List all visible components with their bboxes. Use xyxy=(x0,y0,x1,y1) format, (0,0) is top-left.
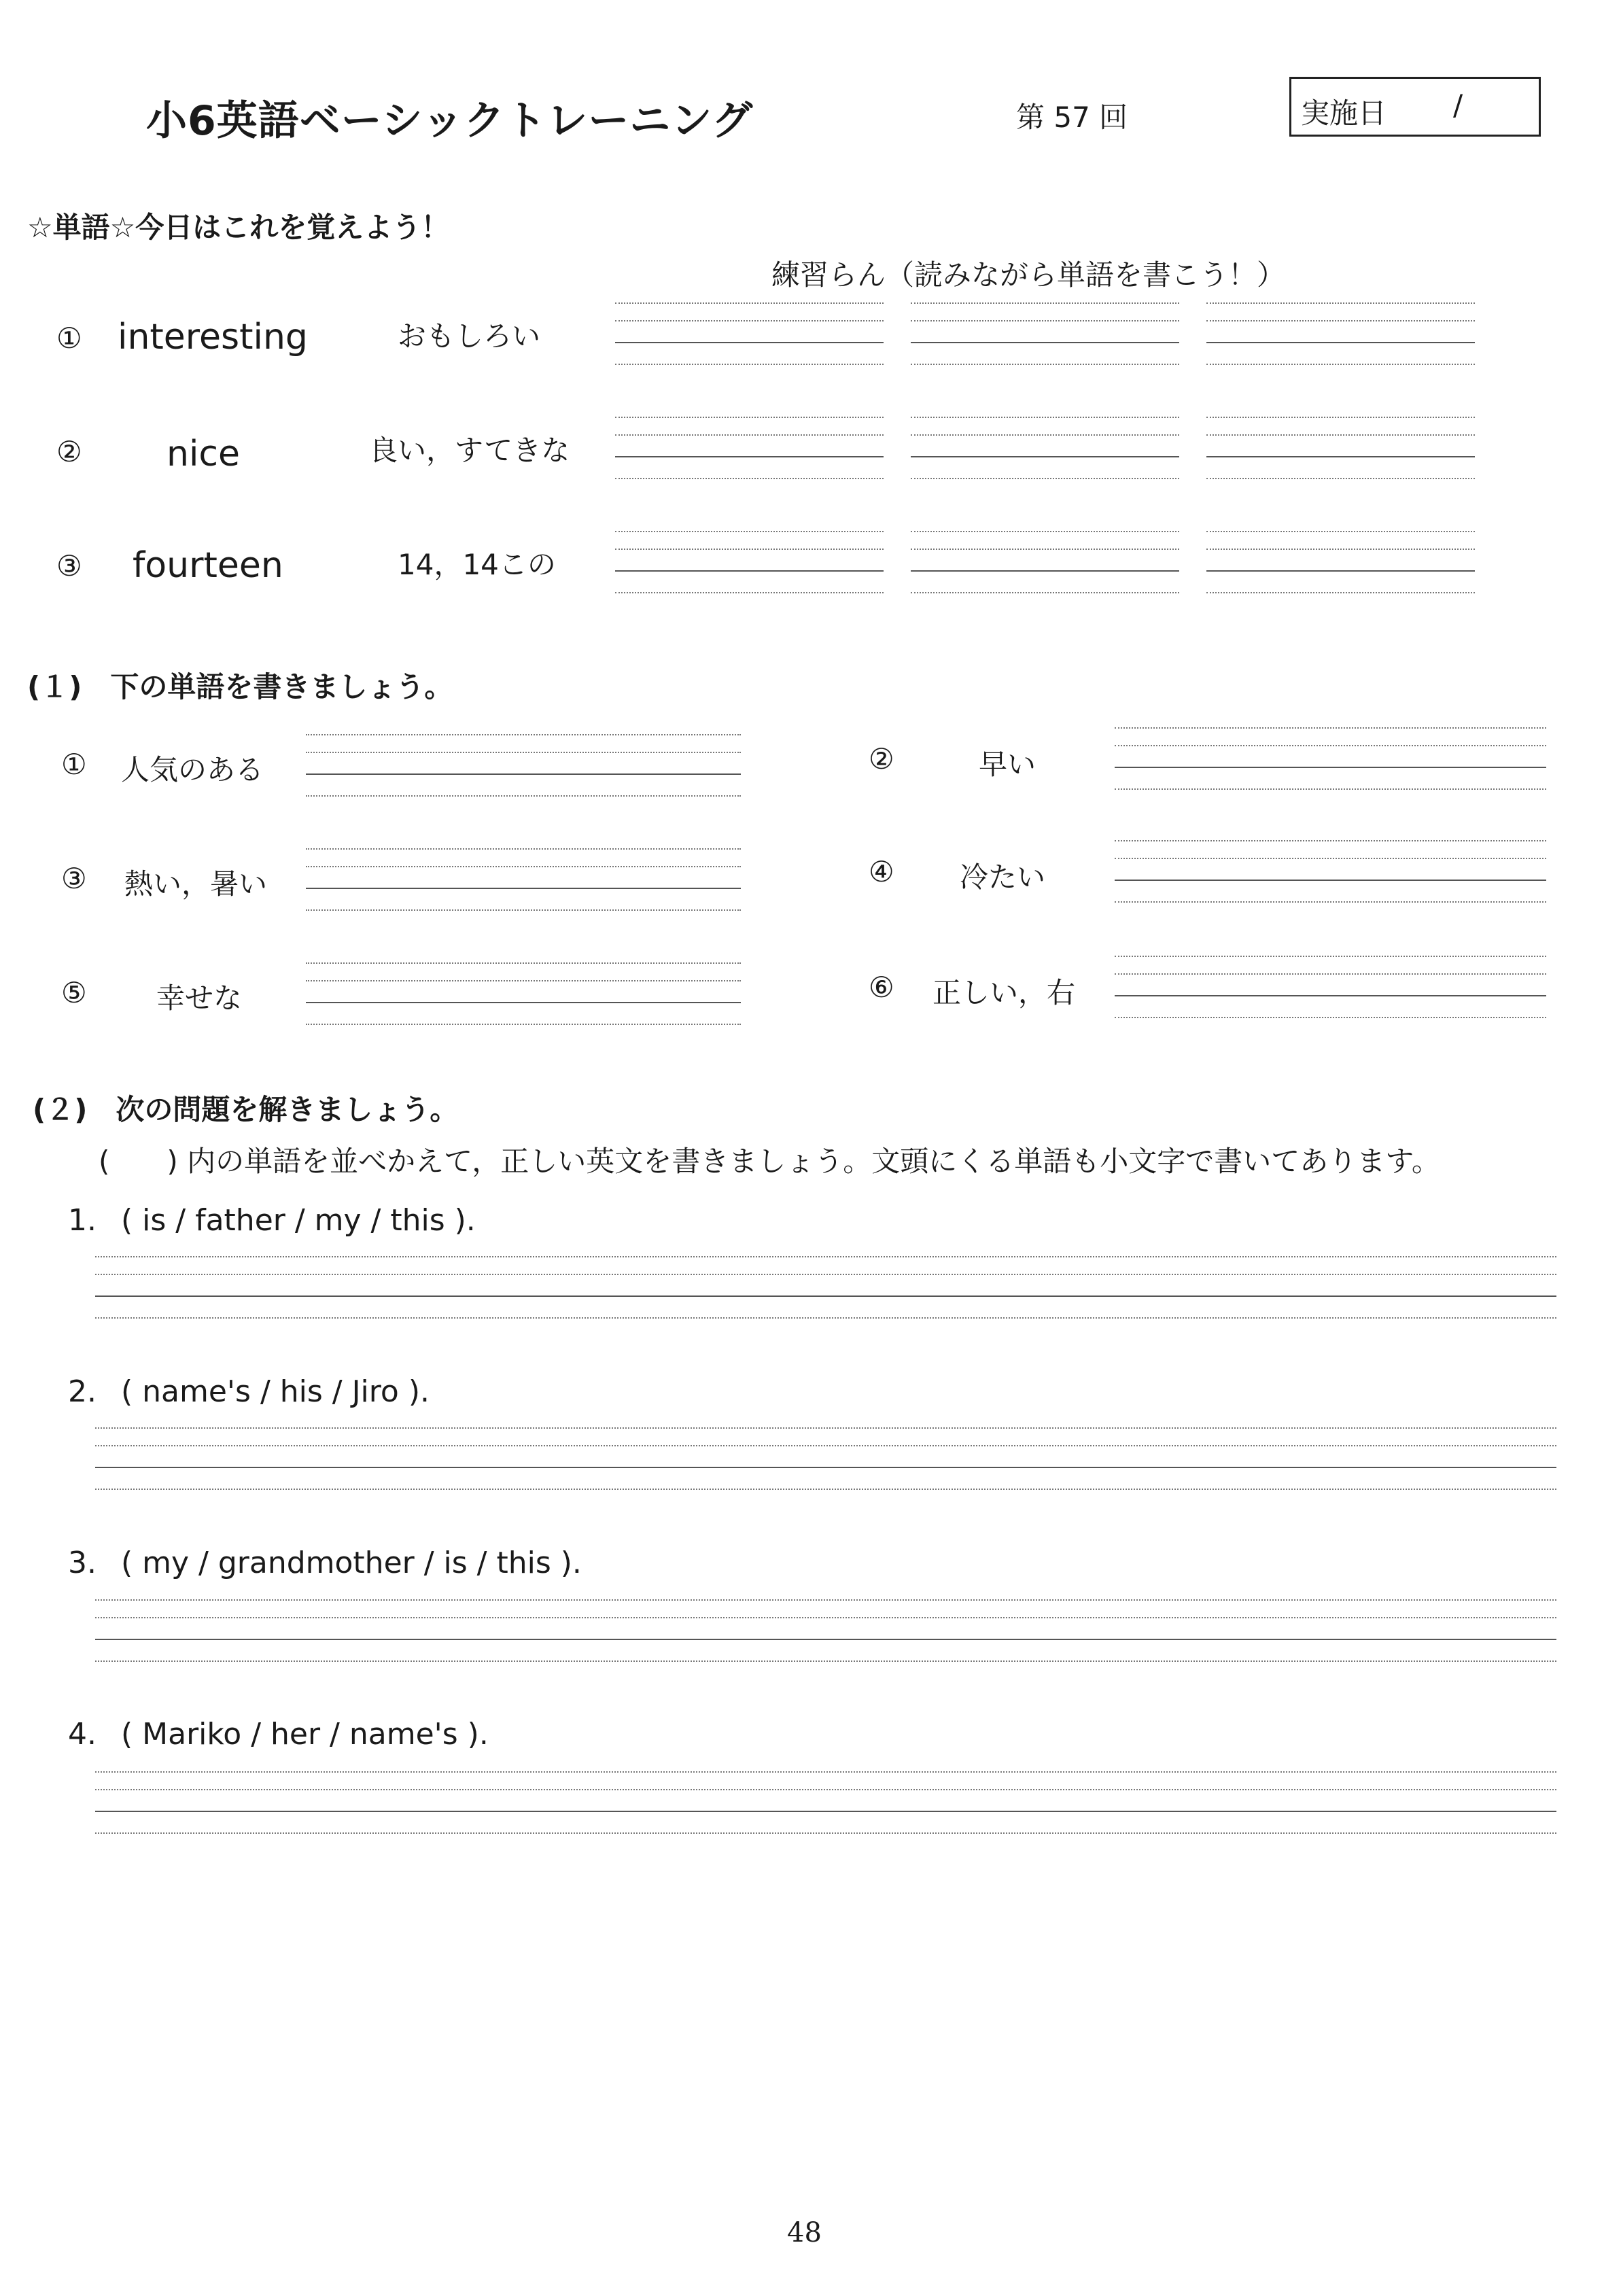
date-label: 実施日 xyxy=(1301,97,1387,130)
practice-writing-lines[interactable] xyxy=(615,411,884,482)
answer-writing-lines[interactable] xyxy=(1115,835,1546,905)
practice-writing-lines[interactable] xyxy=(1206,411,1475,482)
practice-writing-lines[interactable] xyxy=(1206,525,1475,596)
practice-writing-lines[interactable] xyxy=(911,411,1179,482)
vocab-heading: ☆単語☆今日はこれを覚えよう！ xyxy=(27,211,450,244)
vocab-english: nice xyxy=(167,434,240,474)
question-number: 4. xyxy=(68,1717,97,1752)
page-number: 48 xyxy=(787,2217,822,2248)
item-number: ④ xyxy=(869,855,894,888)
item-number: ⑥ xyxy=(869,971,894,1004)
session-number: 第 57 回 xyxy=(1016,101,1128,134)
practice-writing-lines[interactable] xyxy=(615,525,884,596)
item-number: ① xyxy=(61,748,87,781)
item-label: 正しい，右 xyxy=(932,976,1076,1009)
answer-writing-lines[interactable] xyxy=(1115,950,1546,1021)
date-box xyxy=(1289,77,1541,137)
answer-writing-lines[interactable] xyxy=(306,957,741,1028)
section2-instruction: ( ) 内の単語を並べかえて，正しい英文を書きましょう。文頭にくる単語も小文字で書いてあります。 xyxy=(99,1145,1440,1178)
vocab-japanese: 良い，すてきな xyxy=(369,434,570,467)
item-number: ⑤ xyxy=(61,976,87,1009)
sentence-writing-lines[interactable] xyxy=(95,1422,1556,1493)
answer-writing-lines[interactable] xyxy=(1115,722,1546,793)
question-number: 2. xyxy=(68,1374,97,1409)
vocab-number: ③ xyxy=(56,549,82,582)
item-number: ② xyxy=(869,742,894,776)
question-number: 3. xyxy=(68,1546,97,1580)
question-number: 1. xyxy=(68,1203,97,1238)
section1-heading: (１) 下の単語を書きましょう。 xyxy=(27,670,453,703)
item-label: 冷たい xyxy=(960,860,1046,894)
item-number: ③ xyxy=(61,862,87,895)
vocab-number: ② xyxy=(56,435,82,468)
practice-writing-lines[interactable] xyxy=(1206,297,1475,368)
practice-writing-lines[interactable] xyxy=(911,297,1179,368)
item-label: 幸せな xyxy=(156,981,243,1015)
vocab-english: fourteen xyxy=(133,545,283,586)
answer-writing-lines[interactable] xyxy=(306,729,741,799)
practice-writing-lines[interactable] xyxy=(911,525,1179,596)
answer-writing-lines[interactable] xyxy=(306,843,741,914)
page-title: 小6英語ベーシックトレーニング xyxy=(146,97,754,145)
item-label: 熱い，暑い xyxy=(124,867,268,901)
practice-label: 練習らん（読みながら単語を書こう！） xyxy=(771,258,1286,292)
sentence-writing-lines[interactable] xyxy=(95,1766,1556,1837)
question-text: ( my / grandmother / is / this ). xyxy=(121,1546,582,1580)
question-text: ( Mariko / her / name's ). xyxy=(121,1717,489,1752)
item-label: 人気のある xyxy=(121,753,264,786)
item-label: 早い xyxy=(979,748,1036,781)
date-slash: / xyxy=(1453,88,1463,122)
vocab-japanese: 14，14この xyxy=(398,548,556,581)
vocab-english: interesting xyxy=(118,317,308,358)
practice-writing-lines[interactable] xyxy=(615,297,884,368)
question-text: ( is / father / my / this ). xyxy=(121,1203,476,1238)
sentence-writing-lines[interactable] xyxy=(95,1594,1556,1665)
vocab-number: ① xyxy=(56,321,82,355)
section2-heading: (２) 次の問題を解きましょう。 xyxy=(33,1093,459,1126)
sentence-writing-lines[interactable] xyxy=(95,1251,1556,1321)
question-text: ( name's / his / Jiro ). xyxy=(121,1374,430,1409)
vocab-japanese: おもしろい xyxy=(398,319,541,353)
